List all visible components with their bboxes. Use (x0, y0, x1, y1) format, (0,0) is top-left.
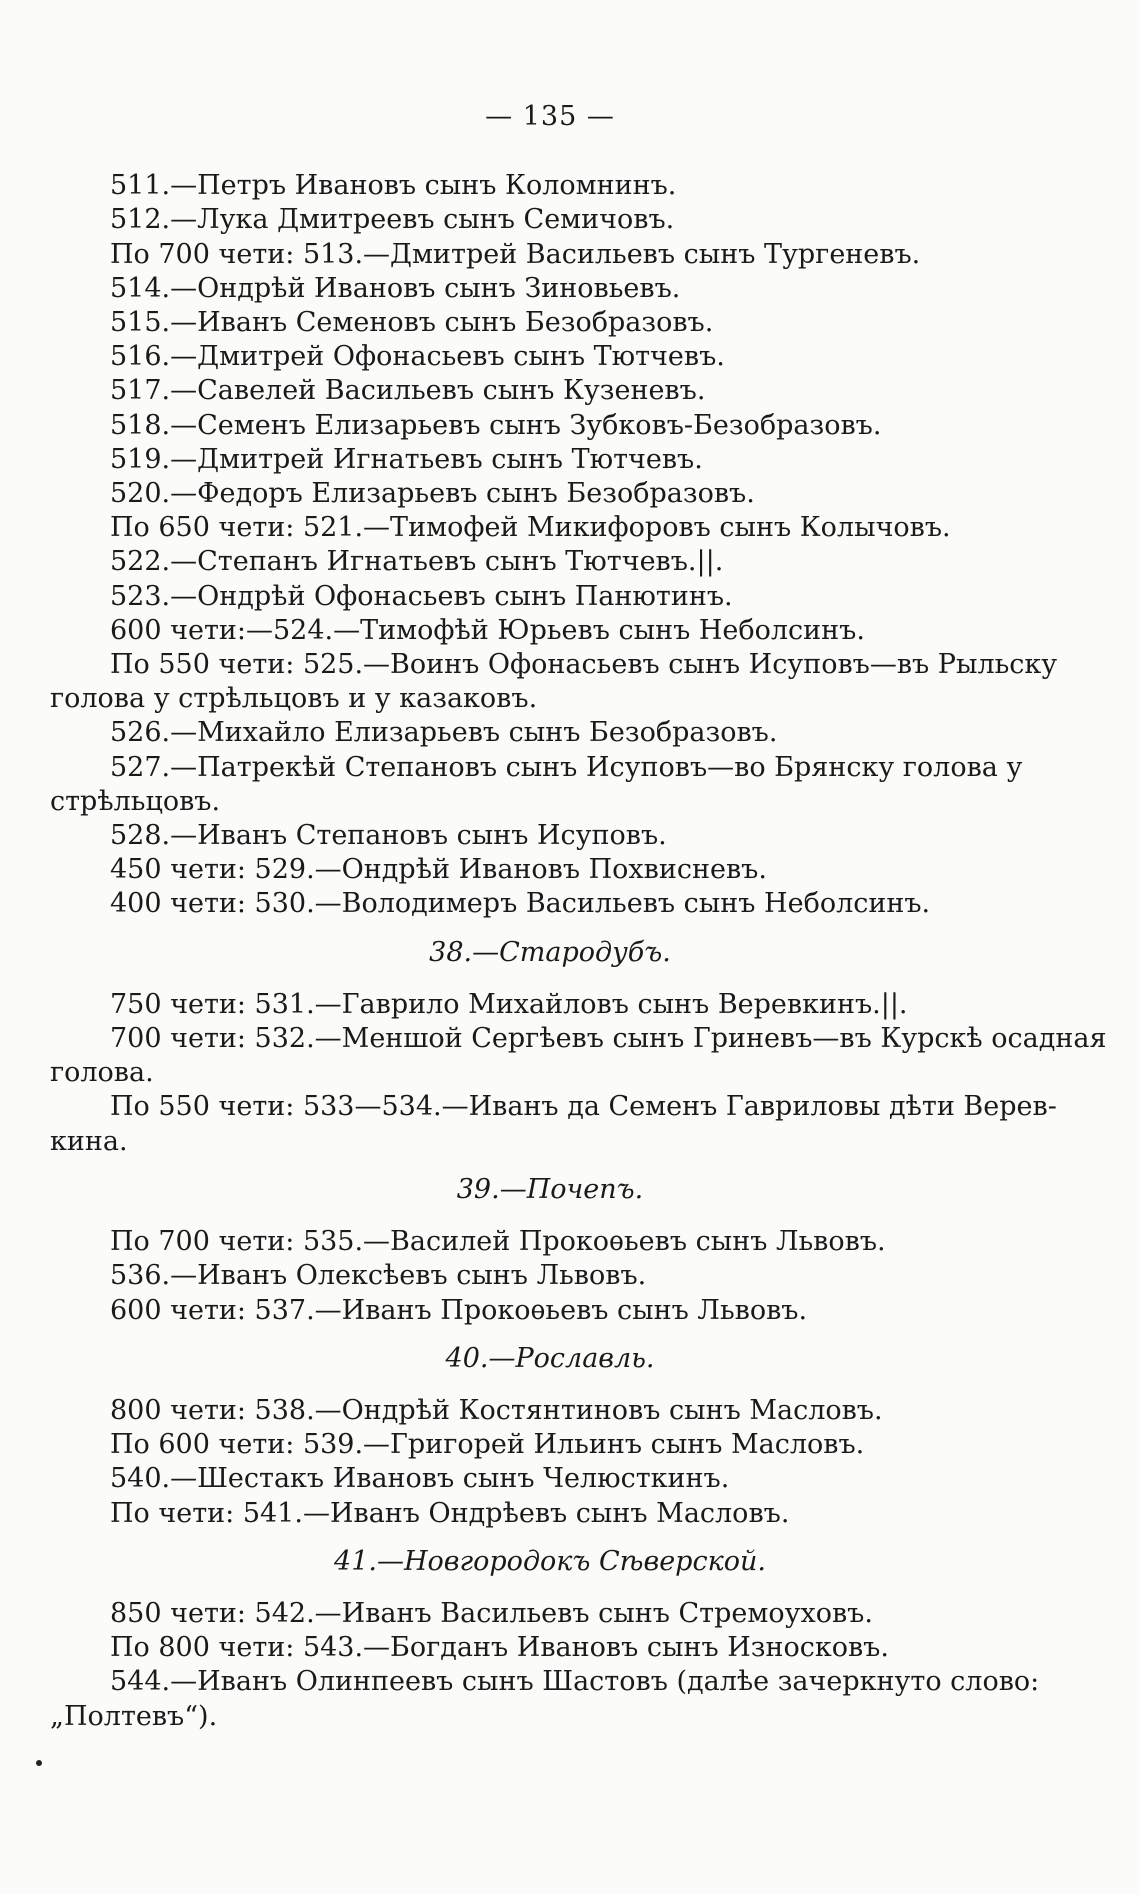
list-item: 450 чети: 529.—Ондрѣй Ивановъ Похвисневъ. (110, 854, 767, 886)
list-item: 523.—Ондрѣй Офонасьевъ сынъ Панютинъ. (110, 580, 733, 612)
list-item: 522.—Степанъ Игнатьевъ сынъ Тютчевъ.||. (110, 546, 724, 578)
list-item: 526.—Михайло Елизарьевъ сынъ Безобразовъ. (110, 717, 778, 749)
list-item-continuation: стрѣльцовъ. (50, 785, 221, 817)
list-item: 516.—Дмитрей Офонасьевъ сынъ Тютчевъ. (110, 341, 725, 373)
list-item-continuation: кина. (50, 1125, 128, 1157)
list-item-continuation: голова у стрѣльцовъ и у казаковъ. (50, 683, 538, 715)
list-item: По 650 чети: 521.—Тимофей Микифоровъ сынъ Колычовъ. (110, 512, 951, 544)
section-heading-41: 41.—Новгородокъ Сѣверской. (334, 1545, 766, 1577)
list-item-continuation: голова. (50, 1057, 154, 1089)
list-item: 850 чети: 542.—Иванъ Васильевъ сынъ Стремоуховъ. (110, 1597, 873, 1629)
list-item: 512.—Лука Дмитреевъ сынъ Семичовъ. (110, 204, 675, 236)
ink-speck-icon (36, 1760, 42, 1766)
section-heading-40: 40.—Рославль. (445, 1342, 655, 1374)
list-item: По 700 чети: 535.—Василей Прокоѳьевъ сынъ Львовъ. (110, 1226, 886, 1258)
section-heading-38: 38.—Стародубъ. (429, 936, 671, 968)
list-item: 700 чети: 532.—Меншой Сергѣевъ сынъ Гриневъ—въ Курскѣ осадная (110, 1023, 1107, 1055)
list-item: По 600 чети: 539.—Григорей Ильинъ сынъ Масловъ. (110, 1429, 865, 1461)
list-item: 520.—Федоръ Елизарьевъ сынъ Безобразовъ. (110, 478, 755, 510)
list-item: 514.—Ондрѣй Ивановъ сынъ Зиновьевъ. (110, 272, 681, 304)
list-item: 519.—Дмитрей Игнатьевъ сынъ Тютчевъ. (110, 443, 703, 475)
page-number: — 135 — (485, 101, 615, 132)
list-item-continuation: „Полтевъ“). (50, 1700, 218, 1732)
list-item: 400 чети: 530.—Володимеръ Васильевъ сынъ Неболсинъ. (110, 888, 931, 920)
list-item: 536.—Иванъ Олексѣевъ сынъ Львовъ. (110, 1260, 647, 1292)
list-item: По 550 чети: 533—534.—Иванъ да Семенъ Гавриловы дѣти Верев- (110, 1091, 1057, 1123)
list-item: 528.—Иванъ Степановъ сынъ Исуповъ. (110, 820, 667, 852)
list-item: 750 чети: 531.—Гаврило Михайловъ сынъ Веревкинъ.||. (110, 988, 908, 1020)
list-item: По чети: 541.—Иванъ Ондрѣевъ сынъ Масловъ. (110, 1497, 790, 1529)
list-item: По 550 чети: 525.—Воинъ Офонасьевъ сынъ Исуповъ—въ Рыльску (110, 649, 1058, 681)
list-item: 600 чети: 537.—Иванъ Прокоѳьевъ сынъ Львовъ. (110, 1294, 808, 1326)
list-item: 511.—Петръ Ивановъ сынъ Коломнинъ. (110, 170, 677, 202)
list-item: 517.—Савелей Васильевъ сынъ Кузеневъ. (110, 375, 706, 407)
list-item: 515.—Иванъ Семеновъ сынъ Безобразовъ. (110, 307, 714, 339)
list-item: 544.—Иванъ Олинпеевъ сынъ Шастовъ (далѣе зачеркнуто слово: (110, 1666, 1040, 1698)
list-item: 800 чети: 538.—Ондрѣй Костянтиновъ сынъ Масловъ. (110, 1394, 883, 1426)
list-item: 518.—Семенъ Елизарьевъ сынъ Зубковъ-Безобразовъ. (110, 409, 882, 441)
list-item: По 700 чети: 513.—Дмитрей Васильевъ сынъ Тургеневъ. (110, 238, 921, 270)
list-item: 527.—Патрекѣй Степановъ сынъ Исуповъ—во Брянску голова у (110, 751, 1023, 783)
list-item: По 800 чети: 543.—Богданъ Ивановъ сынъ Износковъ. (110, 1632, 889, 1664)
section-heading-39: 39.—Почепъ. (456, 1173, 644, 1205)
list-item: 540.—Шестакъ Ивановъ сынъ Челюсткинъ. (110, 1463, 730, 1495)
list-item: 600 чети:—524.—Тимофѣй Юрьевъ сынъ Неболсинъ. (110, 614, 865, 646)
entries-list (50, 169, 1107, 1734)
